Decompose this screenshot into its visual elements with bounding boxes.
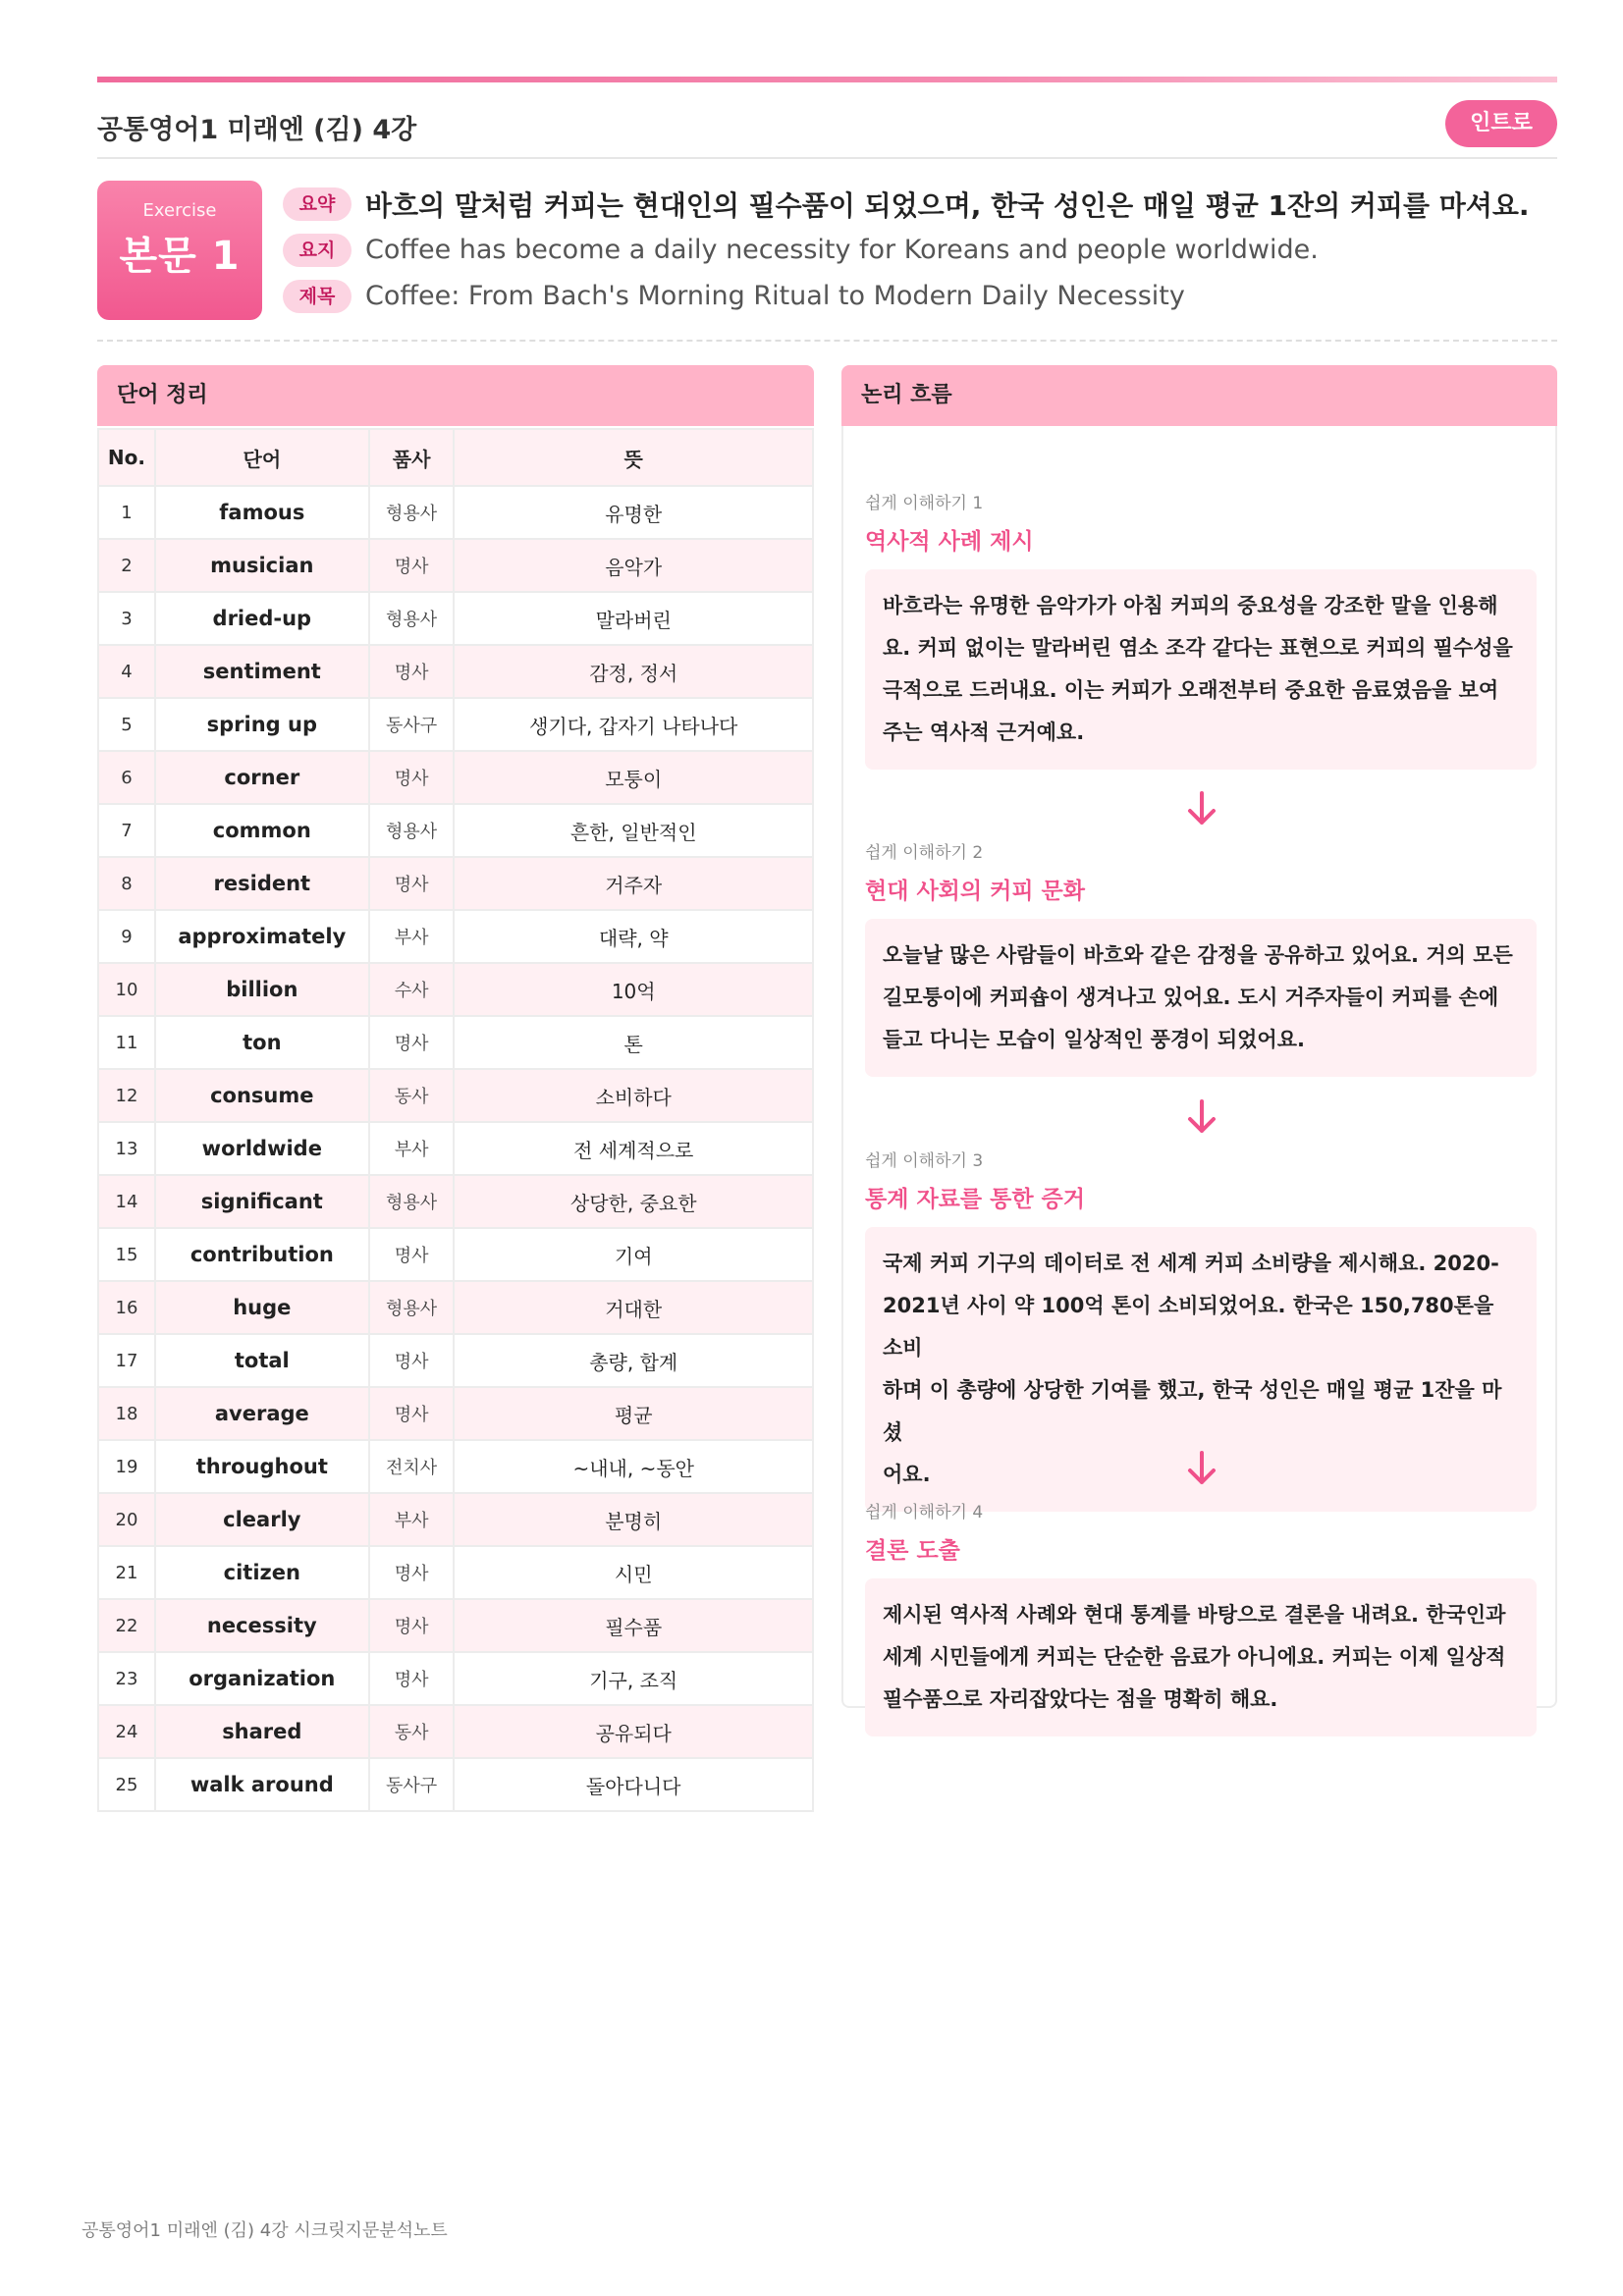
row-number: 24 <box>98 1705 155 1758</box>
row-number: 25 <box>98 1758 155 1811</box>
flow-step-line: 세계 시민들에게 커피는 단순한 음료가 아니에요. 커피는 이제 일상적 <box>883 1645 1506 1669</box>
flow-step-line: 국제 커피 기구의 데이터로 전 세계 커피 소비량을 제시해요. 2020- <box>883 1252 1499 1275</box>
row-pos: 명사 <box>369 1016 455 1069</box>
row-word: organization <box>155 1652 369 1705</box>
col-header-meaning: 뜻 <box>454 429 813 486</box>
row-meaning: 전 세계적으로 <box>454 1122 813 1175</box>
row-meaning: 대략, 약 <box>454 910 813 963</box>
row-pos: 부사 <box>369 910 455 963</box>
flow-step-line: 하며 이 총량에 상당한 기여를 했고, 한국 성인은 매일 평균 1잔을 마셨 <box>883 1378 1502 1444</box>
table-row <box>98 1546 813 1599</box>
row-number: 22 <box>98 1599 155 1652</box>
col-header-word: 단어 <box>155 429 369 486</box>
flow-step-line: 2021년 사이 약 100억 톤이 소비되었어요. 한국은 150,780톤을 소비 <box>883 1294 1494 1360</box>
row-word: walk around <box>155 1758 369 1811</box>
row-pos: 형용사 <box>369 1281 455 1334</box>
flow-step <box>865 1498 1537 1736</box>
row-word: ton <box>155 1016 369 1069</box>
row-number: 11 <box>98 1016 155 1069</box>
row-word: average <box>155 1387 369 1440</box>
table-row <box>98 1016 813 1069</box>
table-row <box>98 486 813 539</box>
gist-tag: 요지 <box>283 234 352 267</box>
row-word: throughout <box>155 1440 369 1493</box>
flow-step-card <box>865 919 1537 1077</box>
flow-panel-title: 논리 흐름 <box>841 365 1557 426</box>
row-pos: 명사 <box>369 1546 455 1599</box>
exercise-number: 본문 1 <box>119 234 241 279</box>
exercise-label: Exercise <box>142 200 217 221</box>
vocab-header-row <box>98 429 813 486</box>
row-pos: 명사 <box>369 1228 455 1281</box>
table-row <box>98 1599 813 1652</box>
row-pos: 명사 <box>369 1599 455 1652</box>
row-meaning: 모퉁이 <box>454 751 813 804</box>
row-meaning: 기구, 조직 <box>454 1652 813 1705</box>
row-number: 2 <box>98 539 155 592</box>
row-meaning: 말라버린 <box>454 592 813 645</box>
row-number: 21 <box>98 1546 155 1599</box>
row-number: 1 <box>98 486 155 539</box>
row-word: citizen <box>155 1546 369 1599</box>
row-word: resident <box>155 857 369 910</box>
flow-step-line: 들고 다니는 모습이 일상적인 풍경이 되었어요. <box>883 1028 1305 1051</box>
table-row <box>98 698 813 751</box>
row-pos: 동사 <box>369 1069 455 1122</box>
row-number: 5 <box>98 698 155 751</box>
row-meaning: 총량, 합계 <box>454 1334 813 1387</box>
row-meaning: 음악가 <box>454 539 813 592</box>
summary-row <box>283 181 1557 227</box>
flow-step-sub: 쉽게 이해하기 2 <box>865 843 984 863</box>
section-divider <box>97 340 1557 342</box>
flow-step-line: 요. 커피 없이는 말라버린 염소 조각 같다는 표현으로 커피의 필수성을 <box>883 636 1513 660</box>
table-row <box>98 645 813 698</box>
row-number: 9 <box>98 910 155 963</box>
row-number: 13 <box>98 1122 155 1175</box>
row-meaning: 필수품 <box>454 1599 813 1652</box>
flow-step-sub: 쉽게 이해하기 3 <box>865 1151 984 1171</box>
row-pos: 명사 <box>369 645 455 698</box>
row-word: approximately <box>155 910 369 963</box>
row-word: shared <box>155 1705 369 1758</box>
table-row <box>98 963 813 1016</box>
intro-button[interactable]: 인트로 <box>1445 100 1557 147</box>
row-number: 20 <box>98 1493 155 1546</box>
row-number: 3 <box>98 592 155 645</box>
row-meaning: 흔한, 일반적인 <box>454 804 813 857</box>
row-pos: 형용사 <box>369 486 455 539</box>
row-meaning: 분명히 <box>454 1493 813 1546</box>
page-header <box>97 98 1557 159</box>
row-pos: 명사 <box>369 751 455 804</box>
table-row <box>98 1758 813 1811</box>
row-word: clearly <box>155 1493 369 1546</box>
table-row <box>98 1334 813 1387</box>
flow-step-line: 바흐라는 유명한 음악가가 아침 커피의 중요성을 강조한 말을 인용해 <box>883 594 1498 617</box>
row-pos: 명사 <box>369 1334 455 1387</box>
row-number: 8 <box>98 857 155 910</box>
row-meaning: 생기다, 갑자기 나타나다 <box>454 698 813 751</box>
course-title: 공통영어1 미래엔 (김) 4강 <box>97 115 417 145</box>
flow-step-line: 제시된 역사적 사례와 현대 통계를 바탕으로 결론을 내려요. 한국인과 <box>883 1603 1506 1627</box>
table-row <box>98 751 813 804</box>
flow-step-title: 역사적 사례 제시 <box>865 529 1034 555</box>
table-row <box>98 1069 813 1122</box>
table-row <box>98 1652 813 1705</box>
row-meaning: 유명한 <box>454 486 813 539</box>
row-meaning: 상당한, 중요한 <box>454 1175 813 1228</box>
table-row <box>98 1493 813 1546</box>
row-pos: 부사 <box>369 1122 455 1175</box>
flow-step-sub: 쉽게 이해하기 4 <box>865 1503 984 1522</box>
title-text: Coffee: From Bach's Morning Ritual to Modern Daily Necessity <box>365 281 1185 311</box>
row-number: 19 <box>98 1440 155 1493</box>
flow-step-title: 통계 자료를 통한 증거 <box>865 1187 1085 1212</box>
row-number: 14 <box>98 1175 155 1228</box>
table-row <box>98 1281 813 1334</box>
table-row <box>98 1387 813 1440</box>
title-row <box>283 273 1557 319</box>
arrow-down-icon <box>843 789 1559 832</box>
flow-step-line: 극적으로 드러내요. 이는 커피가 오래전부터 중요한 음료였음을 보여 <box>883 678 1499 702</box>
row-word: consume <box>155 1069 369 1122</box>
summary-block <box>283 181 1557 319</box>
table-row <box>98 857 813 910</box>
gist-row <box>283 227 1557 273</box>
row-word: huge <box>155 1281 369 1334</box>
row-word: billion <box>155 963 369 1016</box>
row-word: sentiment <box>155 645 369 698</box>
row-pos: 형용사 <box>369 804 455 857</box>
row-number: 10 <box>98 963 155 1016</box>
table-row <box>98 1705 813 1758</box>
row-pos: 명사 <box>369 1652 455 1705</box>
row-meaning: 돌아다니다 <box>454 1758 813 1811</box>
flow-step-title: 현대 사회의 커피 문화 <box>865 879 1085 904</box>
row-word: spring up <box>155 698 369 751</box>
flow-step-title: 결론 도출 <box>865 1538 960 1564</box>
row-meaning: 10억 <box>454 963 813 1016</box>
flow-step-line: 주는 역사적 근거예요. <box>883 721 1085 744</box>
row-pos: 명사 <box>369 1387 455 1440</box>
arrow-down-icon <box>843 1449 1559 1492</box>
row-word: necessity <box>155 1599 369 1652</box>
title-tag: 제목 <box>283 280 352 313</box>
row-pos: 전치사 <box>369 1440 455 1493</box>
table-row <box>98 539 813 592</box>
row-word: worldwide <box>155 1122 369 1175</box>
row-meaning: 소비하다 <box>454 1069 813 1122</box>
row-pos: 동사구 <box>369 698 455 751</box>
row-pos: 동사 <box>369 1705 455 1758</box>
table-row <box>98 1440 813 1493</box>
flow-panel <box>841 426 1557 1711</box>
flow-step <box>865 489 1537 770</box>
row-number: 16 <box>98 1281 155 1334</box>
flow-step-sub: 쉽게 이해하기 1 <box>865 494 984 513</box>
row-word: musician <box>155 539 369 592</box>
row-meaning: 톤 <box>454 1016 813 1069</box>
flow-step-card <box>865 1578 1537 1736</box>
row-pos: 수사 <box>369 963 455 1016</box>
header-accent-bar <box>97 77 1557 82</box>
row-meaning: 공유되다 <box>454 1705 813 1758</box>
row-meaning: 감정, 정서 <box>454 645 813 698</box>
exercise-badge <box>97 181 262 320</box>
row-pos: 동사구 <box>369 1758 455 1811</box>
row-number: 6 <box>98 751 155 804</box>
row-number: 18 <box>98 1387 155 1440</box>
flow-step-card <box>865 569 1537 770</box>
table-row <box>98 592 813 645</box>
row-word: contribution <box>155 1228 369 1281</box>
row-meaning: 기여 <box>454 1228 813 1281</box>
table-row <box>98 1228 813 1281</box>
row-number: 23 <box>98 1652 155 1705</box>
flow-step-line: 오늘날 많은 사람들이 바흐와 같은 감정을 공유하고 있어요. 거의 모든 <box>883 943 1513 967</box>
flow-step-line: 어요. <box>883 1463 931 1486</box>
vocab-table <box>97 428 814 1812</box>
flow-step-line: 필수품으로 자리잡았다는 점을 명확히 해요. <box>883 1687 1278 1711</box>
vocab-panel-title: 단어 정리 <box>97 365 814 426</box>
row-meaning: 평균 <box>454 1387 813 1440</box>
row-number: 17 <box>98 1334 155 1387</box>
row-pos: 부사 <box>369 1493 455 1546</box>
row-word: common <box>155 804 369 857</box>
row-word: total <box>155 1334 369 1387</box>
row-pos: 형용사 <box>369 1175 455 1228</box>
col-header-no: No. <box>98 429 155 486</box>
gist-text: Coffee has become a daily necessity for Koreans and people worldwide. <box>365 235 1319 265</box>
row-number: 12 <box>98 1069 155 1122</box>
row-word: corner <box>155 751 369 804</box>
row-pos: 형용사 <box>369 592 455 645</box>
table-row <box>98 804 813 857</box>
row-meaning: 거대한 <box>454 1281 813 1334</box>
summary-text: 바흐의 말처럼 커피는 현대인의 필수품이 되었으며, 한국 성인은 매일 평균 1잔의 커피를 마셔요. <box>365 188 1530 222</box>
summary-tag: 요약 <box>283 187 352 221</box>
row-pos: 명사 <box>369 857 455 910</box>
flow-step-line: 길모퉁이에 커피숍이 생겨나고 있어요. 도시 거주자들이 커피를 손에 <box>883 986 1499 1009</box>
table-row <box>98 1122 813 1175</box>
footer-text: 공통영어1 미래엔 (김) 4강 시크릿지문분석노트 <box>81 2220 448 2241</box>
col-header-pos: 품사 <box>369 429 455 486</box>
row-word: significant <box>155 1175 369 1228</box>
row-word: famous <box>155 486 369 539</box>
row-word: dried-up <box>155 592 369 645</box>
row-meaning: ~내내, ~동안 <box>454 1440 813 1493</box>
row-meaning: 시민 <box>454 1546 813 1599</box>
row-number: 7 <box>98 804 155 857</box>
table-row <box>98 910 813 963</box>
row-pos: 명사 <box>369 539 455 592</box>
row-number: 15 <box>98 1228 155 1281</box>
arrow-down-icon <box>843 1097 1559 1141</box>
table-row <box>98 1175 813 1228</box>
flow-step <box>865 838 1537 1077</box>
row-number: 4 <box>98 645 155 698</box>
row-meaning: 거주자 <box>454 857 813 910</box>
